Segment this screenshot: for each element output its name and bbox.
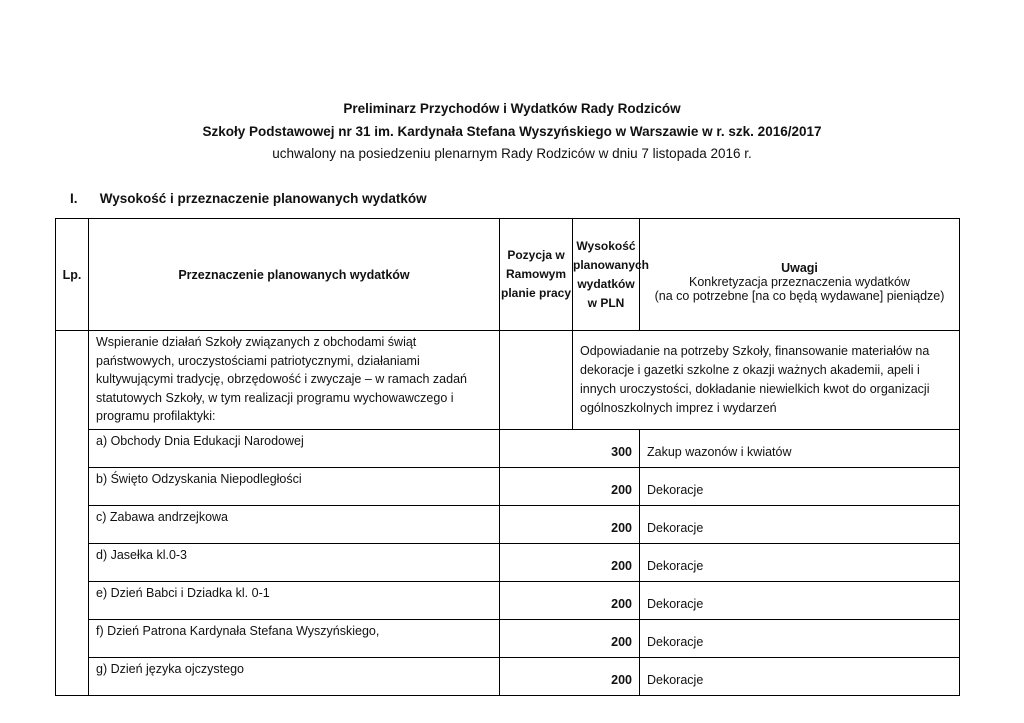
table-row (56, 430, 960, 468)
column-header-lp: Lp. (56, 219, 89, 331)
main-notes-cell: Odpowiadanie na potrzeby Szkoły, finansowanie materiałów na dekoracje i gazetki szkolne z okazji ważnych akademii, apeli i innych uroczystości, dokładanie niewielkich kwot do organizacji ogólnoszkolnych imprez i wydarzeń (573, 331, 960, 430)
column-header-amount: Wysokość planowanych wydatków w PLN (573, 219, 640, 331)
item-label: e) Dzień Babci i Dziadka kl. 0-1 (89, 582, 500, 620)
item-amount: 200 (500, 468, 640, 506)
document-title: Preliminarz Przychodów i Wydatków Rady Rodziców (343, 101, 681, 116)
item-amount: 200 (500, 620, 640, 658)
item-note: Zakup wazonów i kwiatów (640, 430, 960, 468)
item-amount: 200 (500, 506, 640, 544)
notes-header-line2: (na co potrzebne [na co będą wydawane] pieniądze) (654, 288, 945, 303)
item-amount: 300 (500, 430, 640, 468)
main-position-cell (500, 331, 573, 430)
item-amount: 200 (500, 544, 640, 582)
table-row (56, 582, 960, 620)
table-row (56, 506, 960, 544)
section-number: I. (70, 191, 78, 206)
notes-header-line1: Konkretyzacja przeznaczenia wydatków (689, 274, 910, 289)
document-resolution-note: uchwalony na posiedzeniu plenarnym Rady Rodziców w dniu 7 listopada 2016 r. (272, 146, 752, 161)
item-label: d) Jasełka kl.0-3 (89, 544, 500, 582)
table-row (56, 544, 960, 582)
item-amount: 200 (500, 582, 640, 620)
table-row (56, 468, 960, 506)
table-row-main (56, 331, 960, 430)
column-header-notes (640, 219, 960, 331)
item-note: Dekoracje (640, 620, 960, 658)
item-note: Dekoracje (640, 468, 960, 506)
item-label: c) Zabawa andrzejkowa (89, 506, 500, 544)
section-title: Wysokość i przeznaczenie planowanych wydatków (99, 191, 427, 206)
section-heading (70, 191, 427, 206)
table-row (56, 620, 960, 658)
item-note: Dekoracje (640, 544, 960, 582)
table-header-row (56, 219, 960, 331)
table-row (56, 658, 960, 696)
column-header-purpose: Przeznaczenie planowanych wydatków (89, 219, 500, 331)
item-note: Dekoracje (640, 506, 960, 544)
item-amount: 200 (500, 658, 640, 696)
item-note: Dekoracje (640, 658, 960, 696)
item-note: Dekoracje (640, 582, 960, 620)
item-label: a) Obchody Dnia Edukacji Narodowej (89, 430, 500, 468)
column-header-plan-position: Pozycja w Ramowym planie pracy (500, 219, 573, 331)
item-label: b) Święto Odzyskania Niepodległości (89, 468, 500, 506)
item-label: g) Dzień języka ojczystego (89, 658, 500, 696)
expenses-table (55, 218, 960, 696)
item-label: f) Dzień Patrona Kardynała Stefana Wyszyńskiego, (89, 620, 500, 658)
notes-header-title: Uwagi (781, 260, 818, 275)
main-description-cell: Wspieranie działań Szkoły związanych z obchodami świąt państwowych, uroczystościami patriotycznymi, działaniami kultywującymi tradycję, obrzędowość i zwyczaje – w ramach zadań statutowych Szkoły, w tym realizacji programu wychowawczego i programu profilaktyki: (89, 331, 500, 430)
document-subtitle: Szkoły Podstawowej nr 31 im. Kardynała Stefana Wyszyńskiego w Warszawie w r. szk. 2016/2017 (202, 124, 822, 139)
lp-cell (56, 331, 89, 696)
